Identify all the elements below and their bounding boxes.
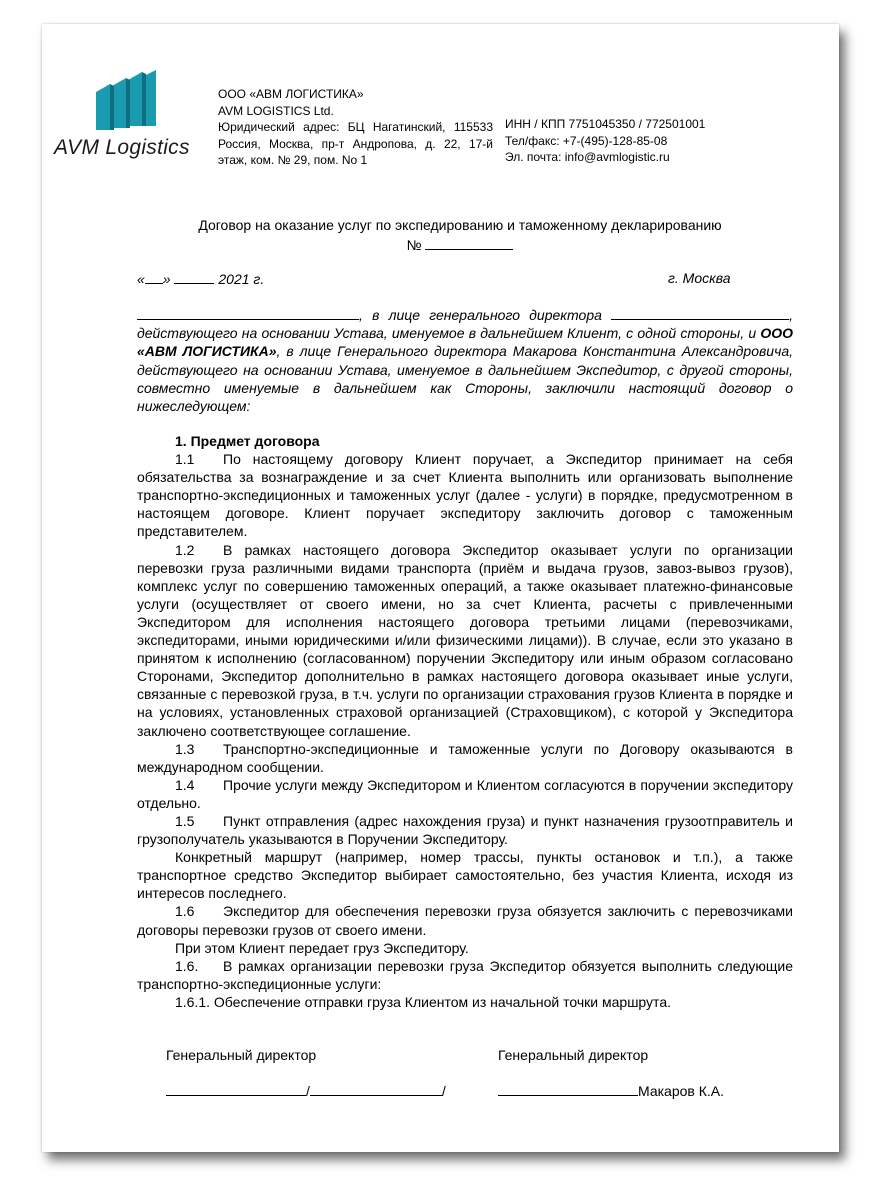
company-header-right — [505, 116, 805, 166]
clause-text: Прочие услуги между Экспедитором и Клиентом согласуются в поручении экспедитору отдельно. — [137, 776, 793, 811]
document-number: № — [120, 235, 800, 255]
clause — [137, 902, 793, 938]
logo-text: AVM Logistics — [54, 136, 190, 159]
clause-text: Конкретный маршрут (например, номер трассы, пункты остановок и т.п.), а также транспортное средство Экспедитор выбирает самостоятельно, без участия Клиента, исходя из интересов последнего. — [137, 849, 793, 902]
clause-number: 1.6. — [175, 957, 199, 974]
clause — [137, 740, 793, 776]
day-blank — [145, 270, 163, 284]
document-title-text: Договор на оказание услуг по экспедированию и таможенному декларированию — [198, 217, 722, 233]
clause-text: Транспортно-экспедиционные и таможенные услуги по Договору оказываются в международном сообщении. — [137, 740, 793, 775]
document-date: « » 2021 г. — [137, 271, 265, 287]
clause — [137, 812, 793, 848]
client-name-blank — [137, 306, 359, 320]
intro-paragraph: , в лице генерального директора , действующего на основании Устава, именуемое в дальнейшем Клиент, с одной стороны, и ООО «АВМ ЛОГИСТИКА», в лице Генерального директора Макарова Константина Александровича, действующего на основании Устава, именуемое в дальнейшем Экспедитор, с другой стороны, совместно именуемые в дальнейшем как Стороны, заключили настоящий договор о нижеследующем: — [137, 307, 793, 415]
intro-company: ООО «АВМ ЛОГИСТИКА» — [137, 325, 793, 360]
company-phone: Тел/факс: +7-(495)-128-85-08 — [505, 133, 668, 148]
clause-number: 1.4 — [175, 776, 195, 793]
contract-body — [137, 432, 793, 1011]
clause — [137, 776, 793, 812]
clause — [137, 993, 793, 1011]
signature-right-title: Генеральный директор — [498, 1047, 649, 1063]
company-address: Юридический адрес: БЦ Нагатинский, 115533 Россия, Москва, пр-т Андропова, д. 22, 17-й этаж, ком. № 29, пом. No 1 — [218, 120, 493, 167]
clause — [137, 541, 793, 740]
month-blank — [174, 270, 214, 284]
signature-right-name: Макаров К.А. — [638, 1083, 724, 1099]
director-name-blank — [611, 306, 789, 320]
clause-number: 1.1 — [175, 451, 195, 468]
company-inn: ИНН / КПП 7751045350 / 772501001 — [505, 117, 706, 131]
document-city: г. Москва — [668, 270, 731, 286]
company-email: Эл. почта: info@avmlogistic.ru — [505, 150, 670, 164]
clause — [137, 939, 793, 957]
section-title: 1. Предмет договора — [175, 433, 320, 449]
signature-left-title: Генеральный директор — [166, 1047, 317, 1063]
company-name-ru: ООО «АВМ ЛОГИСТИКА» — [218, 87, 364, 101]
number-blank — [425, 235, 513, 250]
document-title — [120, 216, 800, 255]
company-name-en: AVM LOGISTICS Ltd. — [218, 103, 334, 118]
clause-number: 1.6 — [175, 903, 195, 920]
clause-text: При этом Клиент передает груз Экспедитору. — [175, 939, 469, 956]
signature-left-line: / / — [166, 1082, 446, 1099]
clause — [137, 848, 793, 902]
clause-text: 1.6.1. Обеспечение отправки груза Клиентом из начальной точки маршрута. — [175, 993, 671, 1010]
clause — [137, 450, 793, 540]
clause-text: В рамках организации перевозки груза Экспедитор обязуется выполнить следующие транспортно-экспедиционные услуги: — [137, 957, 793, 992]
clause-text: По настоящему договору Клиент поручает, а Экспедитор принимает на себя обязательства за вознаграждение и за счет Клиента выполнить или организовать выполнение транспортно-экспедиционных и таможенных услуг (далее - услуги) в порядке, предусмотренном в настоящем договоре. Клиент поручает экспедитору заключить договор с таможенным представителем. — [137, 451, 793, 540]
clause — [137, 957, 793, 993]
clause-number: 1.2 — [175, 541, 195, 558]
clause-text: Экспедитор для обеспечения перевозки груза обязуется заключить с перевозчиками договоры перевозки грузов от своего имени. — [137, 903, 793, 938]
clause-number: 1.3 — [175, 740, 195, 757]
signature-right-line — [498, 1082, 724, 1099]
clause-text: Пункт отправления (адрес нахождения груза) и пункт назначения грузоотправитель и грузополучатель указываются в Поручении Экспедитору. — [137, 812, 793, 848]
clause-text: В рамках настоящего договора Экспедитор оказывает услуги по организации перевозки груза различными видами транспорта (приём и выдача грузов, завоз-вывоз грузов), комплекс услуг по совершению таможенных операций, а также оказывает платежно-финансовые услуги (осуществляет от своего имени, но за счет Клиента, расчеты с привлеченными Экспедитором для исполнения настоящего договора третьими лицами (перевозчиками, экспедиторами, иными юридическими и/или физическими лицами)). В случае, если это указано в принятом к исполнению (согласованном) поручении Экспедитору или иным образом согласовано Сторонами, Экспедитор дополнительно в рамках настоящего договора оказывает иные услуги, связанные с перевозкой груза, в т.ч. услуги по организации страхования грузов Клиента в порядке и на условиях, установленных страховой организацией (Страховщиком), с которой у Экспедитора заключено соответствующее соглашение. — [137, 541, 793, 739]
clause-number: 1.5 — [175, 812, 195, 829]
company-header-left — [218, 86, 493, 169]
clause-list — [137, 450, 793, 1011]
